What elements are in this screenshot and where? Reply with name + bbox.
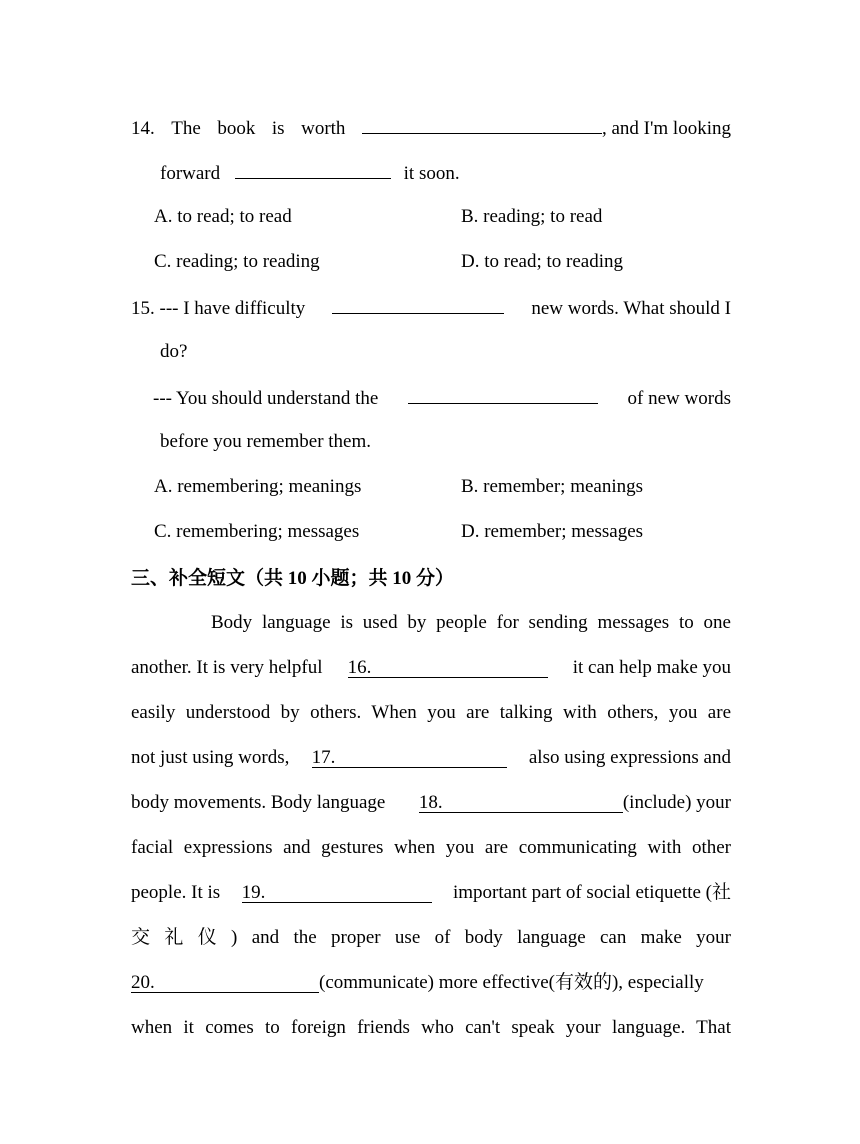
q15-option-d[interactable]: D. remember; messages (461, 521, 644, 542)
passage-line-8-word-1: 交 (131, 927, 151, 948)
passage-line-5-before: body movements. Body language (131, 792, 386, 813)
passage-line-8-word-3: 仪 (197, 927, 217, 948)
blank-17-label: 17. (311, 747, 336, 768)
q14-line2 (160, 160, 731, 184)
q14-line1 (131, 115, 731, 139)
passage-line-4 (131, 746, 731, 770)
q14-number: 14. (131, 118, 155, 139)
q15-option-b[interactable]: B. remember; meanings (461, 476, 644, 497)
q14-option-a[interactable]: A. to read; to read (154, 206, 292, 227)
passage-line-8-word-8: use (394, 927, 421, 948)
passage-line-8-word-11: language (517, 927, 586, 948)
passage-line-7 (131, 881, 731, 905)
blank-16[interactable] (348, 656, 548, 678)
passage-line-8-word-2: 礼 (164, 927, 184, 948)
section3-heading: 三、补全短文（共 10 小题；共 10 分） (131, 568, 455, 589)
passage-line-5-after: (include) your (622, 792, 731, 813)
q15-line4: before you remember them. (160, 431, 372, 452)
blank-20[interactable] (131, 971, 319, 993)
blank-19[interactable] (242, 881, 432, 903)
passage-line-4-before: not just using words, (131, 747, 290, 768)
passage-line-9 (131, 971, 731, 995)
passage-line-6: facial expressions and gestures when you are communicating with other (131, 837, 731, 858)
blank-19-label: 19. (241, 882, 266, 903)
blank-16-label: 16. (347, 657, 372, 678)
passage-line-8-word-14: your (696, 927, 731, 948)
passage-line-10: when it comes to foreign friends who can't speak your language. That (131, 1017, 731, 1038)
q15-line2: do? (160, 341, 188, 362)
passage-line-8-word-5: and (251, 927, 280, 948)
blank-18-label: 18. (418, 792, 443, 813)
q15-line1-after: new words. What should I (531, 298, 731, 319)
q14-word-4: worth (301, 118, 346, 139)
q15-number: 15. (131, 298, 155, 319)
blank-17[interactable] (312, 746, 507, 768)
passage-line-9-after: (communicate) more effective(有效的), especially (319, 972, 704, 993)
q14-option-c[interactable]: C. reading; to reading (154, 251, 320, 272)
q14-line1-after: , and I'm looking (601, 118, 731, 139)
passage-line-8-word-6: the (293, 927, 317, 948)
q14-option-d[interactable]: D. to read; to reading (461, 251, 623, 272)
q15-line3-before: --- You should understand the (153, 388, 379, 409)
q15-line3 (153, 385, 731, 409)
q15-line1-before: --- I have difficulty (159, 298, 306, 319)
q14-line2-after: it soon. (403, 163, 460, 184)
q15-line1 (131, 295, 731, 319)
passage-line-4-after: also using expressions and (528, 747, 731, 768)
q14-word-3: is (271, 118, 285, 139)
passage-line-2-after: it can help make you (572, 657, 731, 678)
q14-option-b[interactable]: B. reading; to read (461, 206, 603, 227)
passage-line-3: easily understood by others. When you are talking with others, you are (131, 702, 731, 723)
passage-line-8-word-4: ) (231, 927, 238, 948)
passage-line-8 (131, 926, 731, 950)
passage-line-2-before: another. It is very helpful (131, 657, 323, 678)
q14-line2-before: forward (160, 163, 221, 184)
passage-line-8-word-9: of (434, 927, 451, 948)
passage-line-8-word-7: proper (331, 927, 381, 948)
blank-20-label: 20. (131, 972, 155, 993)
q14-word-1: The (171, 118, 201, 139)
passage-line-2 (131, 656, 731, 680)
passage-line-7-before: people. It is (131, 882, 221, 903)
passage-line-8-word-13: make (640, 927, 682, 948)
q14-word-2: book (217, 118, 256, 139)
q15-option-a[interactable]: A. remembering; meanings (154, 476, 362, 497)
q14-blank-1[interactable] (362, 115, 602, 134)
passage-line-7-after: important part of social etiquette (社 (452, 882, 731, 903)
passage-line-5 (131, 791, 731, 815)
q15-line3-after: of new words (627, 388, 731, 409)
q15-option-c[interactable]: C. remembering; messages (154, 521, 360, 542)
q15-blank-2[interactable] (408, 385, 598, 404)
passage-line-1: Body language is used by people for sending messages to one (211, 612, 731, 633)
q14-blank-2[interactable] (235, 160, 391, 179)
q15-blank-1[interactable] (332, 295, 504, 314)
passage-line-8-word-10: body (464, 927, 503, 948)
passage-line-8-word-12: can (599, 927, 627, 948)
blank-18[interactable] (419, 791, 623, 813)
